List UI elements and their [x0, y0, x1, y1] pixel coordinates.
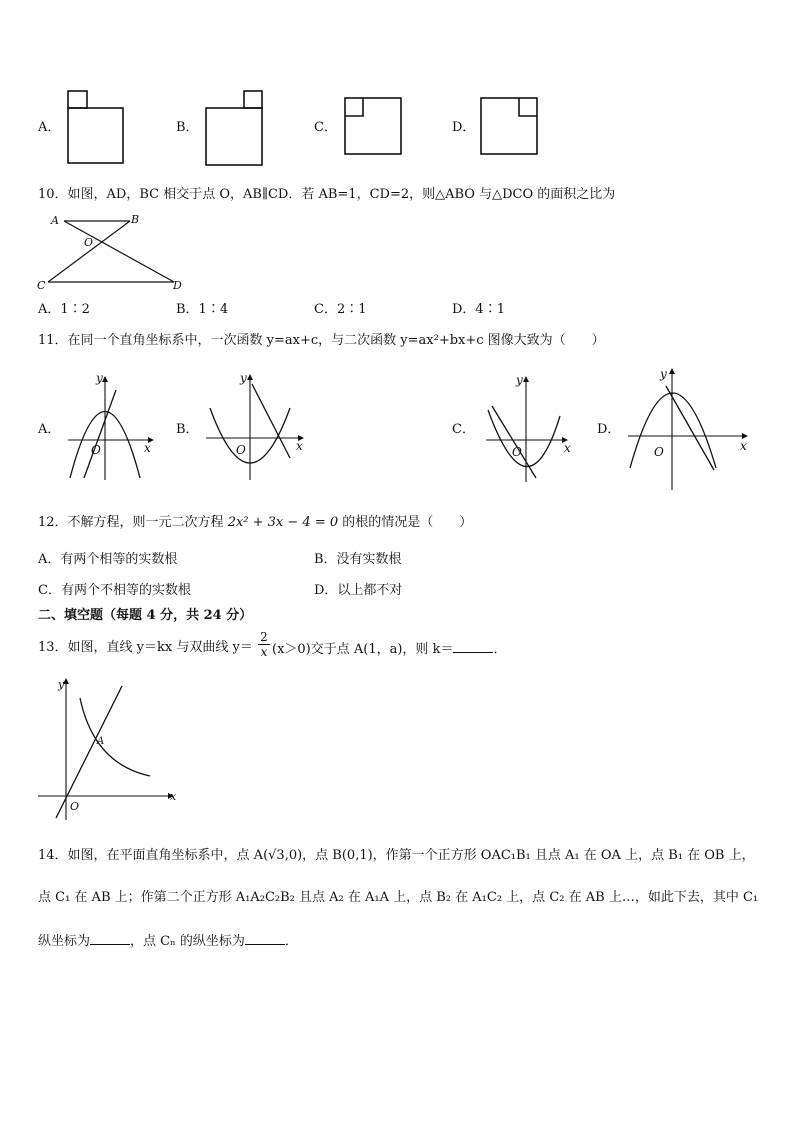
q14-line3-b: ，点 Cₙ 的纵坐标为 — [130, 934, 245, 949]
q12-option-c[interactable]: C．有两个不相等的实数根 — [38, 583, 191, 598]
q13-label-o: O — [70, 800, 80, 813]
q11-a-o: O — [91, 443, 101, 457]
q13-frac-num: 2 — [260, 630, 268, 644]
q11-d-x: x — [740, 439, 747, 453]
q10-label-c: C — [37, 279, 46, 292]
q10-option-b[interactable]: B．1∶4 — [176, 302, 229, 317]
q13-stem-rest — [272, 640, 506, 658]
q11-a-x: x — [144, 441, 151, 455]
q11-option-b-label[interactable]: B． — [176, 422, 199, 437]
q9-option-c-label[interactable]: C． — [314, 120, 337, 135]
q13-answer-blank[interactable] — [453, 640, 493, 653]
q11-c-o: O — [512, 445, 522, 459]
q13-fraction — [258, 630, 270, 659]
q11-a-y: y — [96, 371, 103, 385]
q11-option-c-graph — [480, 370, 580, 482]
q14-line3-a: 纵坐标为 — [38, 934, 91, 949]
q13-figure — [34, 674, 184, 824]
q13-label-x: x — [170, 790, 177, 803]
q12-option-b[interactable]: B．没有实数根 — [314, 552, 402, 567]
q10-option-c[interactable]: C．2∶1 — [314, 302, 367, 317]
q10-option-d[interactable]: D．4∶1 — [452, 302, 505, 317]
q13-stem-b: (x＞0)交于点 A(1，a)，则 k＝ — [272, 642, 454, 657]
q11-d-o: O — [654, 445, 664, 459]
q11-option-b-graph — [202, 368, 312, 480]
q13-frac-den: x — [258, 644, 270, 659]
q12-option-a[interactable]: A．有两个相等的实数根 — [38, 552, 178, 567]
q9-option-b-label[interactable]: B． — [176, 120, 199, 135]
q10-label-a: A — [51, 214, 59, 227]
q14-line1: 14．如图，在平面直角坐标系中，点 A(√3,0)，点 B(0,1)，作第一个正方形 OAC₁B₁ 且点 A₁ 在 OA 上，点 B₁ 在 OB 上， — [38, 848, 755, 863]
q10-option-a[interactable]: A．1∶2 — [38, 302, 90, 317]
q12-option-d[interactable]: D．以上都不对 — [314, 583, 403, 598]
q13-label-a: A — [97, 736, 105, 747]
q11-d-y: y — [660, 367, 667, 381]
q11-c-x: x — [564, 441, 571, 455]
q9-option-a-figure — [60, 88, 130, 168]
q11-option-a-graph — [60, 370, 160, 482]
q11-b-o: O — [236, 443, 246, 457]
q11-option-d-label[interactable]: D． — [597, 422, 621, 437]
q11-b-y: y — [240, 371, 247, 385]
q11-option-d-graph — [624, 364, 754, 494]
q13-label-y: y — [58, 678, 65, 691]
q10-label-d: D — [173, 279, 182, 292]
q12-equation: 2x² + 3x − 4 = 0 — [227, 515, 339, 530]
q9-option-b-figure — [198, 88, 268, 170]
q11-option-c-label[interactable]: C． — [452, 422, 475, 437]
q13-stem — [38, 640, 253, 656]
q12-stem-prefix: 12．不解方程，则一元二次方程 — [38, 515, 224, 530]
q10-stem: 10．如图，AD，BC 相交于点 O，AB∥CD．若 AB=1，CD=2，则△ABO 与△DCO 的面积之比为 — [38, 187, 616, 202]
q9-option-d-figure — [476, 94, 542, 160]
q9-option-d-label[interactable]: D． — [452, 120, 476, 135]
q9-option-c-figure — [340, 94, 406, 160]
q11-b-x: x — [296, 439, 303, 453]
q14-line3-c: ． — [284, 934, 298, 949]
q11-option-a-label[interactable]: A． — [38, 422, 61, 437]
q14-line3 — [38, 932, 298, 950]
q13-stem-c: ． — [493, 642, 507, 657]
q10-label-b: B — [131, 213, 140, 226]
q11-stem: 11．在同一个直角坐标系中，一次函数 y=ax+c，与二次函数 y=ax²+bx+c 图像大致为（ ） — [38, 333, 605, 348]
q14-line2: 点 C₁ 在 AB 上；作第二个正方形 A₁A₂C₂B₂ 且点 A₂ 在 A₁A 上，点 B₂ 在 A₁C₂ 上，点 C₂ 在 AB 上…，如此下去，其中 C₁ — [38, 890, 759, 905]
q10-label-o: O — [84, 236, 94, 249]
q9-option-a-label[interactable]: A． — [38, 120, 61, 135]
q11-c-y: y — [516, 373, 523, 387]
q13-stem-a: 13．如图，直线 y＝kx 与双曲线 y＝ — [38, 640, 253, 655]
q10-figure — [34, 212, 194, 294]
q14-answer-blank-2[interactable] — [245, 932, 285, 945]
q12-stem — [38, 515, 472, 531]
q12-stem-suffix: 的根的情况是（ ） — [342, 515, 473, 530]
q14-answer-blank-1[interactable] — [90, 932, 130, 945]
section2-title: 二、填空题（每题 4 分，共 24 分） — [38, 608, 253, 623]
